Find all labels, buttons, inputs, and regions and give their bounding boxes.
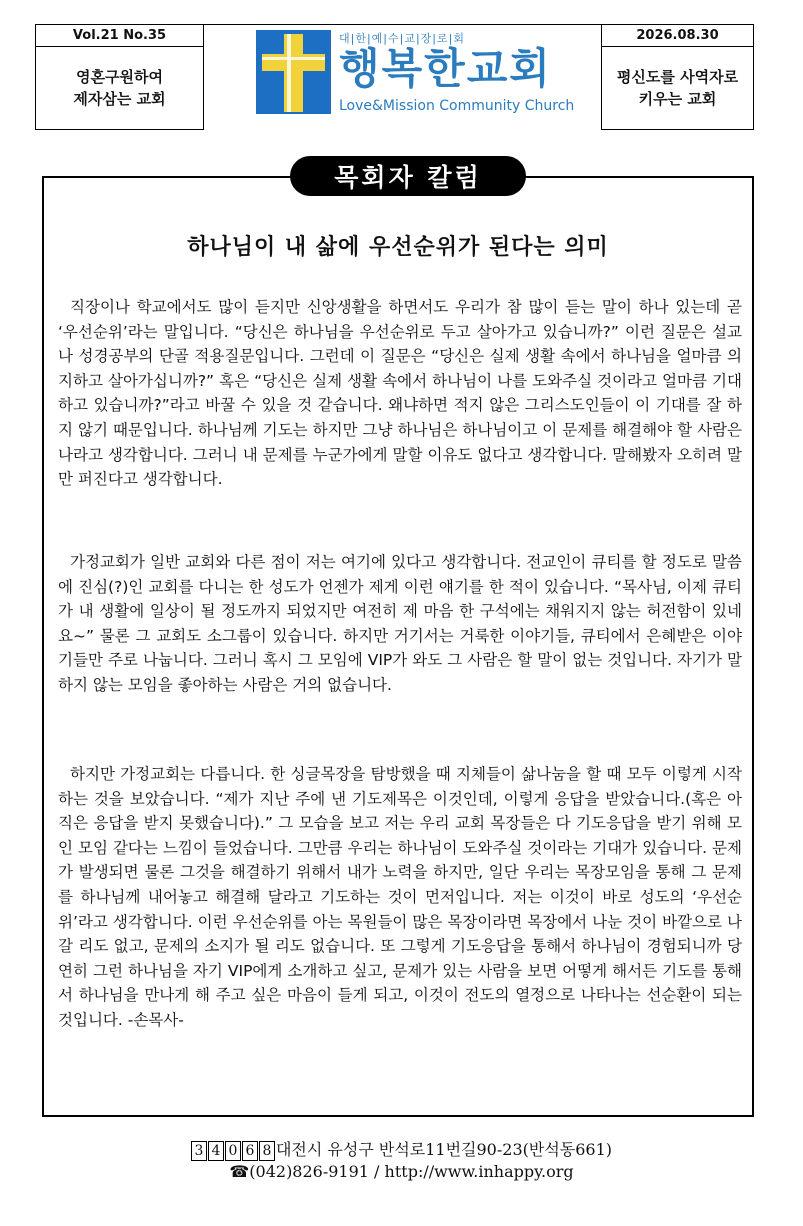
column-label: 목회자 칼럼 [290,156,526,196]
motto-right [601,46,754,130]
article-title: 하나님이 내 삶에 우선순위가 된다는 의미 [187,235,609,260]
motto-right-line-2: 키우는 교회 [638,90,717,108]
telephone-icon: ☎ [229,1162,250,1181]
bulletin-header [35,24,754,130]
zip-digit: 8 [259,1141,275,1161]
paragraph-2: 가정교회가 일반 교회와 다른 점이 저는 여기에 있다고 생각합니다. 전교인이 큐티를 할 정도로 말씀에 진심(?)인 교회를 다니는 한 성도가 언젠가 제게 이런 얘기를 한 적이 있습니다. “목사님, 이제 큐티가 내 생활에 일상이 될 정도까지 되었지만 여전히 제 마음 한 구석에는 채워지지 않는 허전함이 있네요~” 물론 그 교회도 소그룹이 있습니다. 하지만 거기서는 거룩한 이야기들, 큐티에서 은혜받은 이야기들만 주로 나눕니다. 그러니 혹시 그 모임에 VIP가 와도 그 사람은 할 말이 없는 것입니다. 자기가 말하지 않는 모임을 좋아하는 사람은 거의 없습니다. [58,553,742,694]
church-name-logo: 행복한교회 [339,44,552,93]
address-text: 대전시 유성구 반석로11번길90-23(반석동661) [275,1140,613,1159]
volume-number: Vol.21 No.35 [35,24,204,47]
church-english-name: Love&Mission Community Church [339,98,575,114]
motto-right-line-1: 평신도를 사역자로 [616,68,739,86]
zip-digit: 6 [242,1141,258,1161]
zip-digit: 0 [225,1141,241,1161]
contact-separator: / [368,1162,385,1181]
zip-digit: 3 [191,1141,207,1161]
pastor-column [42,176,754,1117]
issue-date: 2026.08.30 [601,24,754,47]
phone-number: (042)826-9191 [249,1162,369,1181]
motto-left [35,46,204,130]
website-link[interactable]: http://www.inhappy.org [384,1162,574,1181]
denomination-label: 대|한|예|수|교|장|로|회 [339,32,465,45]
motto-left-line-1: 영혼구원하여 [76,68,163,86]
contact-line [0,1162,803,1181]
church-address [0,1137,803,1161]
paragraph-1: 직장이나 학교에서도 많이 듣지만 신앙생활을 하면서도 우리가 참 많이 듣는 말이 하나 있는데 곧 ‘우선순위’라는 말입니다. “당신은 하나님을 우선순위로 두고 살아가고 있습니까?” 이런 질문은 설교나 성경공부의 단골 적용질문입니다. 그런데 이 질문은 “당신은 실제 생활 속에서 하나님을 얼마큼 의지하고 살아가십니까?” 혹은 “당신은 실제 생활 속에서 하나님이 나를 도와주실 것이라고 얼마큼 기대하고 있습니까?”라고 바꿀 수 있을 것 같습니다. 왜냐하면 적지 않은 그리스도인들이 이 기대를 잘 하지 않기 때문입니다. 하나님께 기도는 하지만 그냥 하나님은 하나님이고 이 문제를 해결해야 할 사람은 나라고 생각합니다. 그러니 내 문제를 누군가에게 말할 이유도 없다고 생각합니다. 말해봤자 오히려 말만 퍼진다고 생각합니다. [58,298,742,489]
zip-digit: 4 [208,1141,224,1161]
church-cross-logo-icon [256,30,331,114]
paragraph-3: 하지만 가정교회는 다릅니다. 한 싱글목장을 탐방했을 때 지체들이 삶나눔을 할 때 모두 이렇게 시작하는 것을 보았습니다. “제가 지난 주에 낸 기도제목은 이것인데, 이렇게 응답을 받았습니다.(혹은 아직은 응답을 받지 못했습니다).” 그 모습을 보고 저는 우리 교회 목장들은 다 기도응답을 받기 위해 모인 모임 같다는 느낌이 들었습니다. 그만큼 우리는 하나님이 도와주실 것이라는 기대가 있습니다. 문제가 발생되면 물론 그것을 해결하기 위해서 내가 노력을 하지만, 일단 우리는 목장모임을 통해 그 문제를 하나님께 내어놓고 해결해 달라고 기도하는 것이 먼저입니다. 저는 이것이 바로 성도의 ‘우선순위’라고 생각합니다. 이런 우선순위를 아는 목원들이 많은 목장이라면 목장에서 나눈 것이 바깥으로 나갈 리도 없고, 문제의 소지가 될 리도 없습니다. 또 그렇게 기도응답을 통해서 하나님이 경험되니까 당연히 그런 하나님을 자기 VIP에게 소개하고 싶고, 문제가 있는 사람을 보면 어떻게 해서든 기도를 통해서 하나님을 만나게 해 주고 싶은 마음이 들게 되고, 이것이 전도의 열정으로 나타나는 선순환이 되는 것입니다. -손목사- [58,765,742,1029]
motto-left-line-2: 제자삼는 교회 [73,90,166,108]
